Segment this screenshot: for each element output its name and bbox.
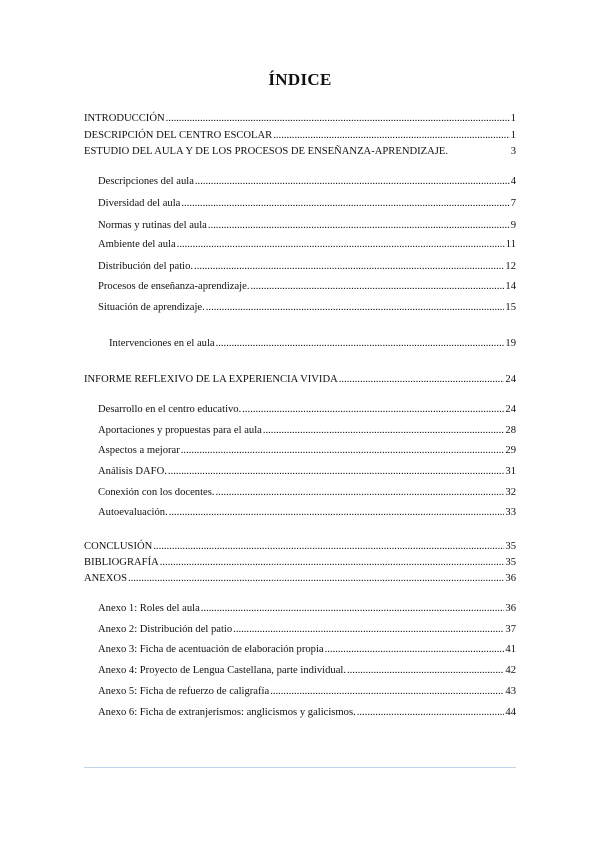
- toc-entry-label: Normas y rutinas del aula: [98, 220, 207, 231]
- toc-entry-page: 36: [505, 603, 516, 614]
- toc-entry-label: Situación de aprendizaje.: [98, 302, 205, 313]
- toc-entry-anexos[interactable]: [84, 572, 516, 585]
- toc-entry-anexo-1[interactable]: [98, 602, 516, 615]
- toc-entry-descripciones-aula[interactable]: [98, 175, 516, 188]
- toc-entry-page: 31: [505, 466, 516, 477]
- toc-entry-anexo-5[interactable]: [98, 685, 516, 698]
- toc-entry-estudio-aula[interactable]: [84, 145, 516, 158]
- toc-entry-label: Aportaciones y propuestas para el aula: [98, 425, 262, 436]
- toc-entry-label: DESCRIPCIÓN DEL CENTRO ESCOLAR: [84, 130, 273, 141]
- leader-dots: [201, 602, 505, 615]
- toc-entry-page: 1: [510, 130, 516, 141]
- leader-dots: [270, 685, 504, 698]
- toc-entry-anexo-3[interactable]: [98, 643, 516, 656]
- toc-entry-page: 32: [505, 487, 516, 498]
- toc-entry-page: 11: [505, 239, 516, 250]
- toc-entry-page: 1: [510, 113, 516, 124]
- toc-entry-label: Anexo 1: Roles del aula: [98, 603, 200, 614]
- toc-entry-page: 3: [510, 146, 516, 157]
- leader-dots: [357, 706, 505, 719]
- toc-entry-page: 14: [505, 281, 516, 292]
- toc-entry-diversidad-aula[interactable]: [98, 197, 516, 210]
- toc-entry-label: Anexo 5: Ficha de refuerzo de caligrafía: [98, 686, 270, 697]
- leader-dots: [181, 197, 509, 210]
- leader-dots: [325, 643, 505, 656]
- toc-entry-descripcion-centro[interactable]: [84, 129, 516, 142]
- toc-entry-page: 28: [505, 425, 516, 436]
- toc-entry-page: 29: [505, 445, 516, 456]
- toc-entry-page: 15: [505, 302, 516, 313]
- leader-dots: [250, 280, 504, 293]
- toc-entry-label: Desarrollo en el centro educativo.: [98, 404, 242, 415]
- toc-entry-label: CONCLUSIÓN: [84, 541, 153, 552]
- toc-entry-page: 7: [510, 198, 516, 209]
- leader-dots: [242, 403, 504, 416]
- leader-dots: [166, 112, 510, 125]
- toc-entry-page: 42: [505, 665, 516, 676]
- toc-entry-introduccion[interactable]: [84, 112, 516, 125]
- page-title: ÍNDICE: [268, 70, 332, 89]
- toc-entry-ambiente-aula[interactable]: [98, 238, 516, 251]
- toc-entry-label: INTRODUCCIÓN: [84, 113, 165, 124]
- toc-entry-conexion-docentes[interactable]: [98, 486, 516, 499]
- leader-dots: [273, 129, 509, 142]
- toc-entry-label: Conexión con los docentes.: [98, 487, 215, 498]
- toc-entry-aportaciones[interactable]: [98, 424, 516, 437]
- toc-entry-page: 43: [505, 686, 516, 697]
- toc-entry-normas-rutinas[interactable]: [98, 219, 516, 232]
- toc-entry-page: 4: [510, 176, 516, 187]
- toc-entry-label: BIBLIOGRAFÍA: [84, 557, 159, 568]
- toc-entry-label: INFORME REFLEXIVO DE LA EXPERIENCIA VIVIDA: [84, 374, 338, 385]
- toc-entry-aspectos-mejorar[interactable]: [98, 444, 516, 457]
- toc-entry-page: 37: [505, 624, 516, 635]
- toc-entry-label: Procesos de enseñanza-aprendizaje.: [98, 281, 250, 292]
- toc-entry-bibliografia[interactable]: [84, 556, 516, 569]
- toc-entry-intervenciones-aula[interactable]: [109, 337, 516, 350]
- toc-entry-page: 24: [505, 374, 516, 385]
- toc-entry-page: 19: [505, 338, 516, 349]
- toc-entry-page: 41: [505, 644, 516, 655]
- leader-dots: [216, 337, 505, 350]
- toc-entry-label: Intervenciones en el aula: [109, 338, 215, 349]
- toc-entry-situacion-aprendizaje[interactable]: [98, 301, 516, 314]
- toc-entry-conclusion[interactable]: [84, 540, 516, 553]
- toc-entry-label: Análisis DAFO.: [98, 466, 167, 477]
- leader-dots: [160, 556, 505, 569]
- leader-dots: [206, 301, 505, 314]
- toc-entry-label: Ambiente del aula: [98, 239, 176, 250]
- leader-dots: [263, 424, 505, 437]
- toc-entry-page: 12: [505, 261, 516, 272]
- toc-entry-label: Descripciones del aula: [98, 176, 194, 187]
- footer-divider: [84, 767, 516, 768]
- toc-entry-anexo-2[interactable]: [98, 623, 516, 636]
- toc-entry-label: Diversidad del aula: [98, 198, 181, 209]
- leader-dots: [177, 238, 505, 251]
- toc-entry-informe-reflexivo[interactable]: [84, 373, 516, 386]
- toc-entry-label: Anexo 3: Ficha de acentuación de elaboración propia: [98, 644, 324, 655]
- leader-dots: [216, 486, 505, 499]
- toc-entry-page: 35: [505, 541, 516, 552]
- leader-dots: [347, 664, 504, 677]
- toc-entry-label: Distribución del patio.: [98, 261, 194, 272]
- toc-entry-page: 33: [505, 507, 516, 518]
- toc-entry-analisis-dafo[interactable]: [98, 465, 516, 478]
- toc-entry-label: Anexo 2: Distribución del patio: [98, 624, 233, 635]
- leader-dots: [168, 465, 505, 478]
- toc-entry-page: 9: [510, 220, 516, 231]
- leader-dots: [169, 506, 505, 519]
- toc-entry-label: ESTUDIO DEL AULA Y DE LOS PROCESOS DE ENSEÑANZA-APRENDIZAJE.: [84, 146, 449, 157]
- toc-entry-page: 24: [505, 404, 516, 415]
- toc-entry-label: Aspectos a mejorar: [98, 445, 180, 456]
- toc-entry-label: Autoevaluación.: [98, 507, 168, 518]
- toc-entry-anexo-6[interactable]: [98, 706, 516, 719]
- toc-entry-label: Anexo 4: Proyecto de Lengua Castellana, parte individual.: [98, 665, 346, 676]
- leader-dots: [194, 260, 504, 273]
- toc-entry-label: ANEXOS: [84, 573, 127, 584]
- leader-dots: [153, 540, 504, 553]
- toc-entry-desarrollo-centro[interactable]: [98, 403, 516, 416]
- leader-dots: [208, 219, 510, 232]
- toc-entry-page: 35: [505, 557, 516, 568]
- toc-entry-page: 36: [505, 573, 516, 584]
- leader-dots: [339, 373, 505, 386]
- leader-dots: [195, 175, 510, 188]
- toc-entry-page: 44: [505, 707, 516, 718]
- leader-dots: [128, 572, 504, 585]
- leader-dots: [233, 623, 504, 636]
- toc-entry-autoevaluacion[interactable]: [98, 506, 516, 519]
- toc-entry-distribucion-patio[interactable]: [98, 260, 516, 273]
- toc-entry-procesos-ensenanza[interactable]: [98, 280, 516, 293]
- toc-entry-anexo-4[interactable]: [98, 664, 516, 677]
- leader-dots: [181, 444, 505, 457]
- toc-entry-label: Anexo 6: Ficha de extranjerismos: anglicismos y galicismos.: [98, 707, 356, 718]
